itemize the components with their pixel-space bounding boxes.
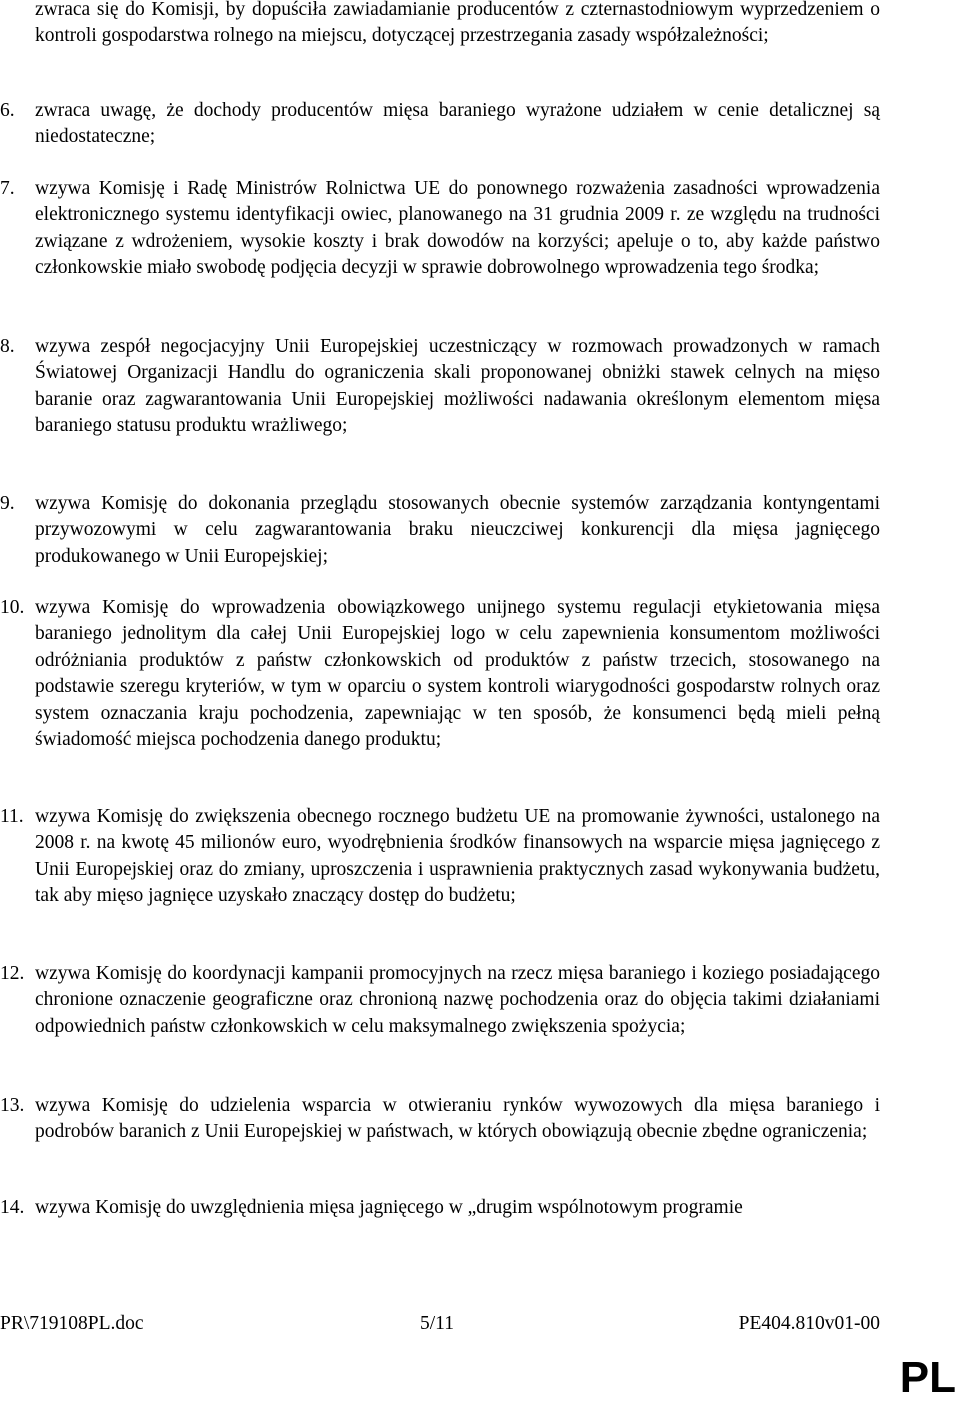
paragraph-text: zwraca się do Komisji, by dopuściła zawiadamianie producentów z czternastodniowym wyprzedzeniem o kontroli gospodarstwa rolnego na miejscu, dotyczącej przestrzegania zasady współzależności; (35, 0, 880, 47)
paragraph-text: wzywa Komisję do udzielenia wsparcia w otwieraniu rynków wywozowych dla mięsa baraniego i podrobów baranich z Unii Europejskiej w państwach, w których obowiązują obecnie zbędne ograniczenia; (35, 1095, 880, 1143)
paragraph-text: wzywa zespół negocjacyjny Unii Europejskiej uczestniczący w rozmowach prowadzonych w ramach Światowej Organizacji Handlu do ograniczenia skali proponowanej obniżki stawek celnych na mięso baranie oraz zagwarantowania Unii Europejskiej możliwości nadawania określonym elementom mięsa baraniego statusu produktu wrażliwego; (35, 336, 880, 437)
paragraph-item (0, 961, 880, 1040)
paragraph-text: wzywa Komisję i Radę Ministrów Rolnictwa UE do ponownego rozważenia zasadności wprowadzenia elektronicznego systemu identyfikacji owiec, planowanego na 31 grudnia 2009 r. ze względu na trudności związane z wdrożeniem, wysokie koszty i brak dowodów na korzyści; apeluje o to, aby każde państwo członkowskie miało swobodę podjęcia decyzji w sprawie dobrowolnego wprowadzenia tego środka; (35, 178, 880, 279)
paragraph-number: 8. (0, 336, 15, 357)
document-reference: PR\719108PL.doc (0, 1313, 144, 1334)
paragraph-number: 9. (0, 493, 15, 514)
page-number: 5/11 (420, 1313, 454, 1334)
paragraph-item (0, 491, 880, 570)
paragraph-item (0, 1195, 880, 1221)
paragraph-item (0, 0, 880, 50)
paragraph-number: 10. (0, 597, 25, 618)
paragraph-number: 12. (0, 963, 25, 984)
pe-reference: PE404.810v01-00 (738, 1313, 880, 1334)
paragraph-item (0, 804, 880, 910)
paragraph-text: wzywa Komisję do uwzględnienia mięsa jagnięcego w „drugim wspólnotowym programie (35, 1197, 743, 1218)
paragraph-number: 14. (0, 1197, 25, 1218)
paragraph-item (0, 98, 880, 151)
paragraph-item (0, 176, 880, 282)
paragraph-number: 7. (0, 178, 15, 199)
paragraph-text: wzywa Komisję do dokonania przeglądu stosowanych obecnie systemów zarządzania kontyngentami przywozowymi w celu zagwarantowania braku nieuczciwej konkurencji dla mięsa jagnięcego produkowanego w Unii Europejskiej; (35, 493, 880, 567)
paragraph-text: zwraca uwagę, że dochody producentów mięsa baraniego wyrażone udziałem w cenie detalicznej są niedostateczne; (35, 100, 880, 148)
paragraph-text: wzywa Komisję do zwiększenia obecnego rocznego budżetu UE na promowanie żywności, ustalonego na 2008 r. na kwotę 45 milionów euro, wyodrębnienia środków finansowych na wsparcie mięsa jagnięcego z Unii Europejskiej oraz do zmiany, uproszczenia i usprawnienia praktycznych zasad wykonywania budżetu, tak aby mięso jagnięce uzyskało znaczący dostęp do budżetu; (35, 806, 880, 907)
paragraph-number: 6. (0, 100, 15, 121)
paragraph-text: wzywa Komisję do wprowadzenia obowiązkowego unijnego systemu regulacji etykietowania mięsa baraniego jednolitym dla całej Unii Europejskiej logo w celu zapewnienia konsumentom możliwości odróżniania produktów z państw członkowskich od produktów z państw trzecich, stosowanego na podstawie szeregu kryteriów, w tym w oparciu o system kontroli wiarygodności gospodarstw rolnych oraz system oznaczania kraju pochodzenia, zapewniając w ten sposób, że konsumenci będą mieli pełną świadomość miejsca pochodzenia danego produktu; (35, 597, 880, 751)
paragraph-number: 13. (0, 1095, 25, 1116)
paragraph-number: 11. (0, 806, 24, 827)
language-code: PL (899, 1353, 956, 1402)
paragraph-item (0, 334, 880, 440)
paragraph-item (0, 595, 880, 753)
paragraph-text: wzywa Komisję do koordynacji kampanii promocyjnych na rzecz mięsa baraniego i koziego posiadającego chronione oznaczenie geograficzne oraz chronioną nazwę pochodzenia oraz do objęcia takimi działaniami odpowiednich państw członkowskich w celu maksymalnego zwiększenia spożycia; (35, 963, 880, 1037)
paragraph-item (0, 1093, 880, 1146)
